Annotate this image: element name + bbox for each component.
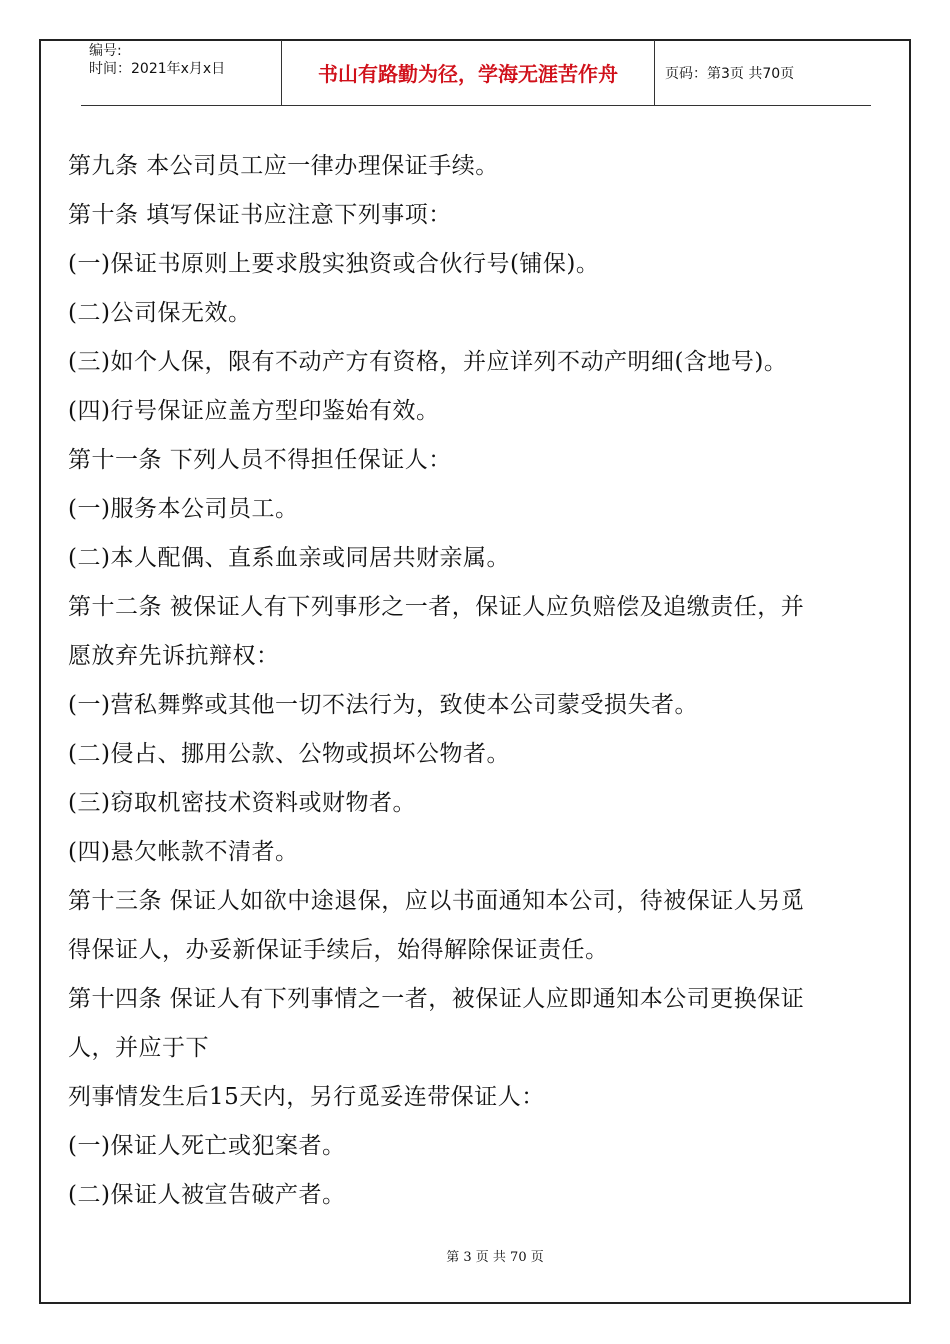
paragraph: (三)如个人保，限有不动产方有资格，并应详列不动产明细(含地号)。 — [68, 349, 788, 375]
paragraph: 第十四条 保证人有下列事情之一者，被保证人应即通知本公司更换保证 — [68, 986, 805, 1012]
paragraph: (二)本人配偶、直系血亲或同居共财亲属。 — [68, 545, 510, 571]
paragraph: 第十条 填写保证书应注意下列事项： — [68, 202, 452, 228]
document-date: 时间：2021年x月x日 — [89, 61, 226, 77]
page-footer: 第 3 页 共 70 页 — [446, 1250, 544, 1265]
paragraph: (一)保证书原则上要求殷实独资或合伙行号(铺保)。 — [68, 251, 600, 277]
paragraph: 人，并应于下 — [68, 1035, 209, 1061]
header-motto: 书山有路勤为径，学海无涯苦作舟 — [282, 40, 655, 105]
header-page-info: 页码：第3页 共70页 — [665, 65, 795, 82]
paragraph: (一)保证人死亡或犯案者。 — [68, 1133, 346, 1159]
paragraph: (二)侵占、挪用公款、公物或损坏公物者。 — [68, 741, 510, 767]
paragraph: (四)悬欠帐款不清者。 — [68, 839, 299, 865]
paragraph: 第九条 本公司员工应一律办理保证手续。 — [68, 153, 499, 179]
paragraph: (三)窃取机密技术资料或财物者。 — [68, 790, 416, 816]
paragraph: 第十二条 被保证人有下列事形之一者，保证人应负赔偿及追缴责任，并 — [68, 594, 805, 620]
paragraph: (一)营私舞弊或其他一切不法行为，致使本公司蒙受损失者。 — [68, 692, 698, 718]
paragraph: (二)保证人被宣告破产者。 — [68, 1182, 346, 1208]
paragraph: 第十一条 下列人员不得担任保证人： — [68, 447, 452, 473]
paragraph: (四)行号保证应盖方型印鉴始有效。 — [68, 398, 440, 424]
paragraph: (二)公司保无效。 — [68, 300, 252, 326]
paragraph: 得保证人，办妥新保证手续后，始得解除保证责任。 — [68, 937, 609, 963]
document-body — [68, 142, 886, 1220]
paragraph: 列事情发生后15天内，另行觅妥连带保证人： — [68, 1084, 545, 1110]
paragraph: (一)服务本公司员工。 — [68, 496, 299, 522]
document-number-label: 编号: — [89, 43, 122, 59]
header-meta — [81, 40, 282, 105]
paragraph: 愿放弃先诉抗辩权： — [68, 643, 280, 669]
page-header — [81, 40, 871, 106]
paragraph: 第十三条 保证人如欲中途退保，应以书面通知本公司，待被保证人另觅 — [68, 888, 805, 914]
